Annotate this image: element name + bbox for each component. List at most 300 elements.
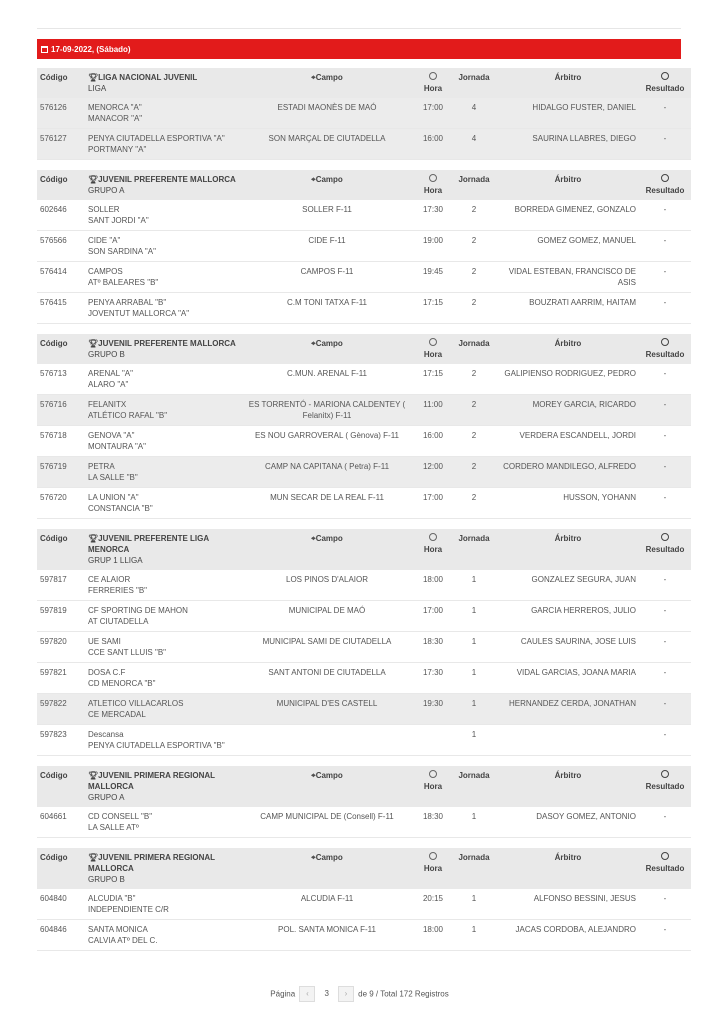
home-team: SOLLER [88,205,120,214]
match-teams [85,889,239,920]
clock-icon [429,174,437,182]
away-team: CE MERCADAL [88,710,146,719]
match-round: 2 [451,293,497,324]
league-title [85,766,239,807]
match-round: 1 [451,570,497,601]
away-team: MANACOR "A" [88,114,143,123]
match-round: 4 [451,98,497,129]
match-row[interactable] [37,570,691,601]
hora-header-label: Hora [423,864,443,873]
match-row[interactable] [37,807,691,838]
match-round: 2 [451,262,497,293]
home-team: SANTA MONICA [88,925,148,934]
match-field: CIDE F-11 [239,231,415,262]
schedule-panel [37,0,685,951]
campo-header-label: Campo [315,339,343,348]
prev-page-button[interactable]: ‹ [299,986,315,1002]
match-field: ESTADI MAONÈS DE MAÓ [239,98,415,129]
match-time: 17:15 [415,364,451,395]
match-referee: HIDALGO FUSTER, DANIEL [497,98,639,129]
match-round: 1 [451,725,497,756]
campo-header-label: Campo [315,853,343,862]
league-name: LIGA NACIONAL JUVENIL [98,73,198,82]
away-team: MONTAURA "A" [88,442,146,451]
match-code: 597819 [37,601,85,632]
arbitro-header: Árbitro [497,529,639,570]
league-table [37,848,691,951]
campo-header [239,848,415,889]
resultado-header-label: Resultado [645,782,685,791]
match-field: C.M TONI TATXA F-11 [239,293,415,324]
clock-icon [429,533,437,541]
match-referee: SAURINA LLABRES, DIEGO [497,129,639,160]
match-referee: BORREDA GIMENEZ, GONZALO [497,200,639,231]
match-referee: JACAS CORDOBA, ALEJANDRO [497,920,639,951]
match-time: 18:00 [415,920,451,951]
match-row[interactable] [37,426,691,457]
trophy-icon: 🏆︎ [88,771,99,780]
resultado-header [639,766,691,807]
map-pin-icon: ⌖ [311,339,316,348]
arbitro-header: Árbitro [497,766,639,807]
resultado-header-label: Resultado [645,545,685,554]
away-team: ATLÉTICO RAFAL "B" [88,411,168,420]
match-field: CAMP NA CAPITANA ( Petra) F-11 [239,457,415,488]
match-field: CAMP MUNICIPAL DE (Consell) F-11 [239,807,415,838]
match-round: 2 [451,395,497,426]
code-header: Código [37,170,85,200]
match-teams [85,632,239,663]
match-time: 17:30 [415,200,451,231]
league-header [37,170,691,200]
match-field: MUNICIPAL SAMI DE CIUTADELLA [239,632,415,663]
match-round: 1 [451,920,497,951]
code-header: Código [37,68,85,98]
match-field: MUNICIPAL D'ES CASTELL [239,694,415,725]
match-code: 576566 [37,231,85,262]
match-teams [85,601,239,632]
match-result: - [639,663,691,694]
away-team: LA SALLE "B" [88,473,138,482]
jornada-header: Jornada [451,848,497,889]
match-referee: VIDAL ESTEBAN, FRANCISCO DE ASIS [497,262,639,293]
match-field: ES NOU GARROVERAL ( Gènova) F-11 [239,426,415,457]
match-time: 12:00 [415,457,451,488]
league-name: JUVENIL PREFERENTE MALLORCA [98,175,236,184]
match-code: 604661 [37,807,85,838]
league-title [85,170,239,200]
campo-header [239,170,415,200]
map-pin-icon: ⌖ [311,853,316,862]
match-referee [497,725,639,756]
away-team: JOVENTUT MALLORCA "A" [88,309,190,318]
match-result: - [639,694,691,725]
hora-header-label: Hora [423,84,443,93]
home-team: PENYA CIUTADELLA ESPORTIVA "A" [88,134,225,143]
match-referee: MOREY GARCIA, RICARDO [497,395,639,426]
match-time: 17:00 [415,601,451,632]
calendar-icon [41,46,48,53]
away-team: PORTMANY "A" [88,145,147,154]
league-header [37,334,691,364]
match-teams [85,488,239,519]
resultado-header-label: Resultado [645,350,685,359]
home-team: ARENAL "A" [88,369,133,378]
home-team: CF SPORTING DE MAHON [88,606,188,615]
match-round: 1 [451,807,497,838]
match-teams [85,231,239,262]
match-row[interactable] [37,694,691,725]
trophy-icon: 🏆︎ [88,853,99,862]
map-pin-icon: ⌖ [311,534,316,543]
match-result: - [639,457,691,488]
match-row[interactable] [37,293,691,324]
match-row[interactable] [37,364,691,395]
match-teams [85,98,239,129]
hora-header [415,334,451,364]
soccer-ball-icon [661,533,669,541]
match-result: - [639,395,691,426]
match-code: 602646 [37,200,85,231]
match-round: 2 [451,457,497,488]
league-group: GRUPO A [88,186,125,195]
campo-header [239,766,415,807]
away-team: CONSTANCIA "B" [88,504,153,513]
match-round: 2 [451,200,497,231]
match-teams [85,694,239,725]
match-time: 17:00 [415,488,451,519]
match-result: - [639,488,691,519]
away-team: INDEPENDIENTE C/R [88,905,169,914]
away-team: SANT JORDI "A" [88,216,149,225]
soccer-ball-icon [661,770,669,778]
arbitro-header: Árbitro [497,848,639,889]
match-code: 576718 [37,426,85,457]
league-group: GRUP 1 LLIGA [88,556,143,565]
match-time: 17:15 [415,293,451,324]
match-row[interactable] [37,457,691,488]
match-row[interactable] [37,395,691,426]
league-table [37,170,691,324]
match-result: - [639,725,691,756]
map-pin-icon: ⌖ [311,73,316,82]
hora-header-label: Hora [423,350,443,359]
match-code: 597823 [37,725,85,756]
resultado-header-label: Resultado [645,84,685,93]
match-round: 2 [451,231,497,262]
hora-header-label: Hora [423,782,443,791]
match-code: 576720 [37,488,85,519]
match-row[interactable] [37,663,691,694]
match-round: 2 [451,426,497,457]
match-referee: VIDAL GARCIAS, JOANA MARIA [497,663,639,694]
arbitro-header: Árbitro [497,170,639,200]
next-page-button[interactable]: › [338,986,354,1002]
league-name: JUVENIL PRIMERA REGIONAL MALLORCA [88,771,215,791]
match-time: 19:30 [415,694,451,725]
match-referee: GARCIA HERREROS, JULIO [497,601,639,632]
hora-header-label: Hora [423,186,443,195]
match-referee: GALIPIENSO RODRIGUEZ, PEDRO [497,364,639,395]
match-referee: ALFONSO BESSINI, JESUS [497,889,639,920]
clock-icon [429,852,437,860]
match-result: - [639,364,691,395]
soccer-ball-icon [661,338,669,346]
match-field: SON MARÇAL DE CIUTADELLA [239,129,415,160]
clock-icon [429,72,437,80]
match-round: 1 [451,694,497,725]
home-team: CAMPOS [88,267,123,276]
match-time: 16:00 [415,129,451,160]
match-row[interactable] [37,889,691,920]
home-team: LA UNION "A" [88,493,139,502]
top-divider [37,0,681,29]
current-page: 3 [324,989,329,998]
hora-header [415,68,451,98]
code-header: Código [37,529,85,570]
match-code: 597817 [37,570,85,601]
jornada-header: Jornada [451,68,497,98]
match-time: 11:00 [415,395,451,426]
trophy-icon: 🏆︎ [88,534,99,543]
match-referee: HERNANDEZ CERDA, JONATHAN [497,694,639,725]
away-team: CD MENORCA "B" [88,679,156,688]
home-team: FELANITX [88,400,127,409]
resultado-header [639,529,691,570]
home-team: MENORCA "A" [88,103,142,112]
match-code: 576414 [37,262,85,293]
league-group: GRUPO B [88,875,125,884]
match-round: 1 [451,632,497,663]
soccer-ball-icon [661,852,669,860]
league-table [37,68,691,160]
away-team: CCE SANT LLUIS "B" [88,648,166,657]
away-team: ALARO "A" [88,380,129,389]
league-header [37,68,691,98]
match-code: 576127 [37,129,85,160]
code-header: Código [37,766,85,807]
match-round: 1 [451,889,497,920]
match-result: - [639,293,691,324]
jornada-header: Jornada [451,529,497,570]
league-table [37,529,691,756]
match-code: 604840 [37,889,85,920]
match-field: ES TORRENTÓ - MARIONA CALDENTEY ( Felanitx) F-11 [239,395,415,426]
match-round: 4 [451,129,497,160]
away-team: SON SARDINA "A" [88,247,156,256]
hora-header [415,529,451,570]
match-row[interactable] [37,231,691,262]
match-teams [85,570,239,601]
hora-header-label: Hora [423,545,443,554]
match-field: MUNICIPAL DE MAÓ [239,601,415,632]
away-team: PENYA CIUTADELLA ESPORTIVA "B" [88,741,225,750]
league-title [85,68,239,98]
match-code: 597822 [37,694,85,725]
match-row[interactable] [37,129,691,160]
hora-header [415,170,451,200]
pagination [0,986,719,1002]
home-team: PENYA ARRABAL "B" [88,298,167,307]
match-field: SOLLER F-11 [239,200,415,231]
match-teams [85,920,239,951]
match-teams [85,395,239,426]
match-round: 2 [451,488,497,519]
home-team: DOSA C.F [88,668,126,677]
league-name: JUVENIL PREFERENTE LIGA MENORCA [88,534,209,554]
match-teams [85,293,239,324]
match-teams [85,725,239,756]
match-result: - [639,632,691,663]
resultado-header [639,848,691,889]
campo-header [239,334,415,364]
match-code: 597820 [37,632,85,663]
match-teams [85,364,239,395]
resultado-header-label: Resultado [645,864,685,873]
match-row[interactable] [37,601,691,632]
resultado-header [639,68,691,98]
match-code: 576713 [37,364,85,395]
home-team: CE ALAIOR [88,575,131,584]
match-code: 576126 [37,98,85,129]
match-round: 2 [451,364,497,395]
campo-header [239,68,415,98]
match-time [415,725,451,756]
away-team: LA SALLE ATº [88,823,139,832]
match-result: - [639,200,691,231]
league-table [37,334,691,519]
match-referee: BOUZRATI AARRIM, HAITAM [497,293,639,324]
campo-header-label: Campo [315,175,343,184]
trophy-icon: 🏆︎ [88,73,99,82]
campo-header-label: Campo [315,534,343,543]
match-field: CAMPOS F-11 [239,262,415,293]
resultado-header [639,170,691,200]
league-header [37,529,691,570]
home-team: ALCUDIA "B" [88,894,136,903]
page-total: de 9 / Total 172 Registros [358,989,449,999]
match-field [239,725,415,756]
soccer-ball-icon [661,72,669,80]
league-header [37,766,691,807]
match-row[interactable] [37,200,691,231]
away-team: ATº BALEARES "B" [88,278,159,287]
match-time: 18:30 [415,807,451,838]
match-time: 19:45 [415,262,451,293]
campo-header-label: Campo [315,771,343,780]
match-referee: GONZALEZ SEGURA, JUAN [497,570,639,601]
match-referee: CAULES SAURINA, JOSE LUIS [497,632,639,663]
soccer-ball-icon [661,174,669,182]
match-result: - [639,601,691,632]
league-group: GRUPO B [88,350,125,359]
campo-header-label: Campo [315,73,343,82]
match-time: 18:00 [415,570,451,601]
match-time: 17:30 [415,663,451,694]
match-field: LOS PINOS D'ALAIOR [239,570,415,601]
match-referee: CORDERO MANDILEGO, ALFREDO [497,457,639,488]
match-result: - [639,98,691,129]
match-row[interactable] [37,98,691,129]
match-code: 576415 [37,293,85,324]
away-team: AT CIUTADELLA [88,617,149,626]
page-label: Página [270,989,296,999]
match-result: - [639,807,691,838]
away-team: FERRERIES "B" [88,586,148,595]
match-teams [85,663,239,694]
map-pin-icon: ⌖ [311,771,316,780]
match-result: - [639,570,691,601]
match-result: - [639,262,691,293]
clock-icon [429,338,437,346]
hora-header [415,848,451,889]
jornada-header: Jornada [451,766,497,807]
league-list [37,68,685,951]
arbitro-header: Árbitro [497,68,639,98]
match-field: ALCUDIA F-11 [239,889,415,920]
match-time: 18:30 [415,632,451,663]
match-result: - [639,920,691,951]
league-group: GRUPO A [88,793,125,802]
match-result: - [639,426,691,457]
match-time: 20:15 [415,889,451,920]
match-time: 17:00 [415,98,451,129]
match-row[interactable] [37,920,691,951]
trophy-icon: 🏆︎ [88,175,99,184]
match-referee: DASOY GOMEZ, ANTONIO [497,807,639,838]
code-header: Código [37,334,85,364]
match-row[interactable] [37,488,691,519]
match-row[interactable] [37,725,691,756]
home-team: PETRA [88,462,115,471]
match-teams [85,262,239,293]
home-team: ATLETICO VILLACARLOS [88,699,184,708]
campo-header [239,529,415,570]
match-teams [85,129,239,160]
match-referee: HUSSON, YOHANN [497,488,639,519]
match-result: - [639,889,691,920]
resultado-header-label: Resultado [645,186,685,195]
match-teams [85,807,239,838]
match-referee: GOMEZ GOMEZ, MANUEL [497,231,639,262]
jornada-header: Jornada [451,334,497,364]
league-name: JUVENIL PREFERENTE MALLORCA [98,339,236,348]
league-group: LIGA [88,84,107,93]
match-time: 19:00 [415,231,451,262]
away-team: CALVIA ATº DEL C. [88,936,158,945]
hora-header [415,766,451,807]
match-code: 597821 [37,663,85,694]
home-team: GENOVA "A" [88,431,135,440]
trophy-icon: 🏆︎ [88,339,99,348]
match-field: POL. SANTA MONICA F-11 [239,920,415,951]
match-row[interactable] [37,262,691,293]
home-team: CIDE "A" [88,236,121,245]
match-code: 604846 [37,920,85,951]
resultado-header [639,334,691,364]
match-code: 576719 [37,457,85,488]
home-team: UE SAMI [88,637,121,646]
match-result: - [639,129,691,160]
match-round: 1 [451,601,497,632]
match-row[interactable] [37,632,691,663]
league-table [37,766,691,838]
match-time: 16:00 [415,426,451,457]
league-title [85,529,239,570]
match-code: 576716 [37,395,85,426]
match-teams [85,200,239,231]
match-field: C.MUN. ARENAL F-11 [239,364,415,395]
